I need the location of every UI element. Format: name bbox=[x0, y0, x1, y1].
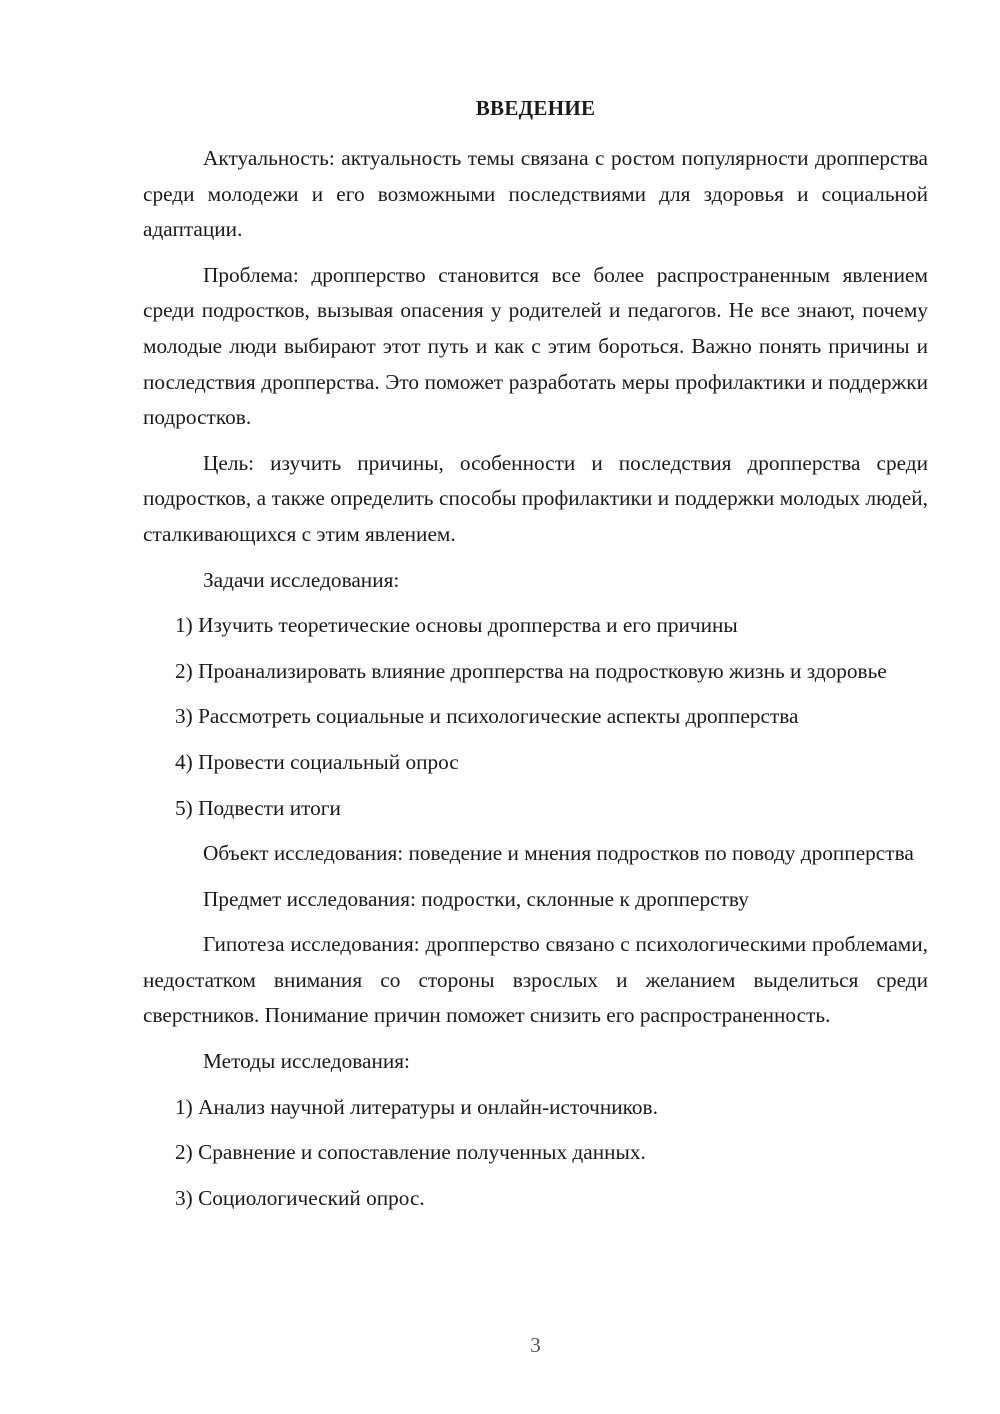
section-heading: ВВЕДЕНИЕ bbox=[475, 96, 596, 120]
method-item: 2) Сравнение и сопоставление полученных данных. bbox=[175, 1140, 646, 1165]
task-item: 4) Провести социальный опрос bbox=[175, 749, 459, 774]
methods-heading: Методы исследования: bbox=[203, 1049, 410, 1074]
goal-paragraph: Цель: изучить причины, особенности и последствия дропперства среди подростков, а также определить способы профилактики и поддержки молодых людей, сталкивающихся с этим явлением. bbox=[143, 450, 928, 546]
task-item: 3) Рассмотреть социальные и психологические аспекты дропперства bbox=[175, 704, 799, 729]
page-number: 3 bbox=[530, 1333, 541, 1357]
document-page bbox=[143, 0, 928, 1414]
task-item: 1) Изучить теоретические основы дропперства и его причины bbox=[175, 613, 738, 638]
object-paragraph: Объект исследования: поведение и мнения подростков по поводу дропперства bbox=[203, 841, 914, 866]
document-body bbox=[143, 141, 928, 1226]
subject-paragraph: Предмет исследования: подростки, склонные к дропперству bbox=[203, 886, 749, 911]
method-item: 3) Социологический опрос. bbox=[175, 1185, 425, 1210]
method-item: 1) Анализ научной литературы и онлайн-источников. bbox=[175, 1094, 658, 1119]
hypothesis-paragraph: Гипотеза исследования: дропперство связано с психологическими проблемами, недостатком внимания со стороны взрослых и желанием выделиться среди сверстников. Понимание причин поможет снизить его распространенность. bbox=[143, 932, 928, 1028]
relevance-paragraph: Актуальность: актуальность темы связана с ростом популярности дропперства среди молодежи и его возможными последствиями для здоровья и социальной адаптации. bbox=[143, 146, 928, 242]
task-item: 2) Проанализировать влияние дропперства на подростковую жизнь и здоровье bbox=[175, 658, 887, 683]
problem-paragraph: Проблема: дропперство становится все более распространенным явлением среди подростков, вызывая опасения у родителей и педагогов. Не все знают, почему молодые люди выбирают этот путь и как с этим бороться. Важно понять причины и последствия дропперства. Это поможет разработать меры профилактики и поддержки подростков. bbox=[143, 262, 928, 430]
task-item: 5) Подвести итоги bbox=[175, 795, 341, 820]
tasks-heading: Задачи исследования: bbox=[203, 567, 400, 592]
